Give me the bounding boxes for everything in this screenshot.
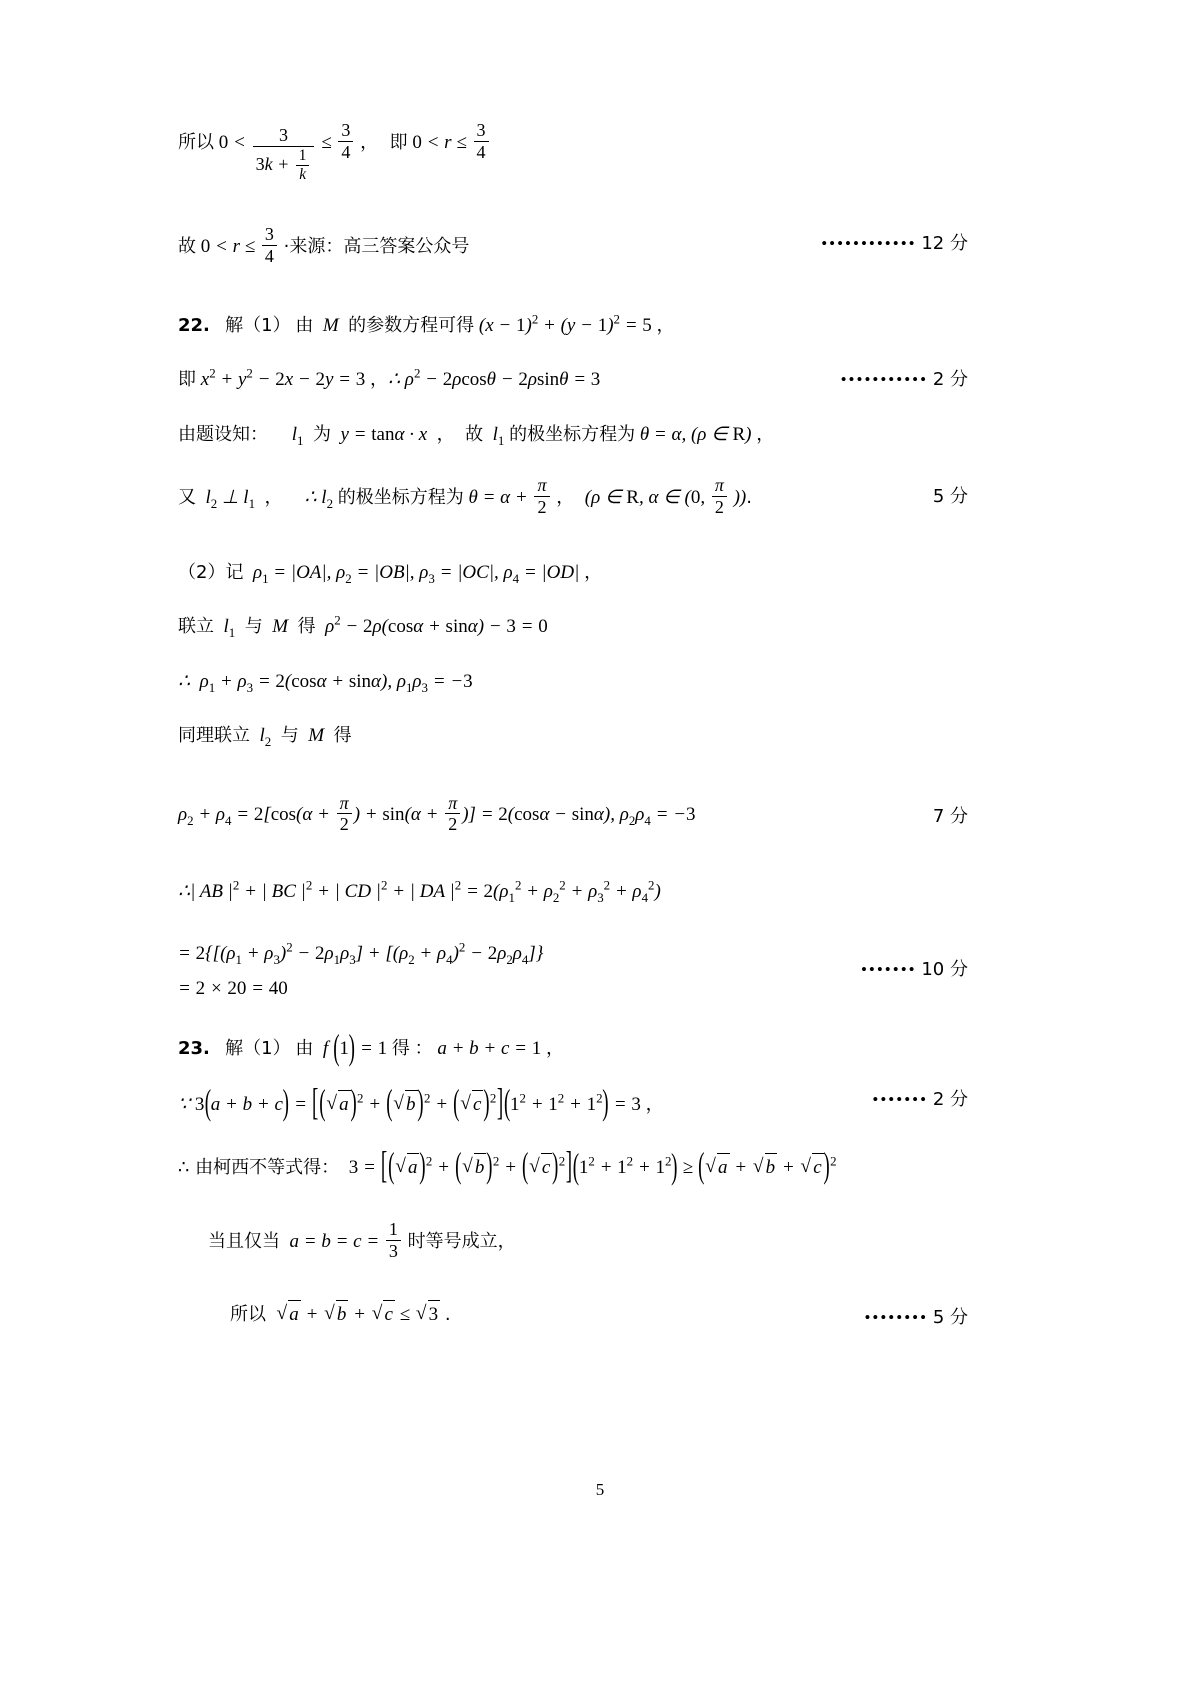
label-jie1: 解（1） [225,314,291,336]
score-text-2b: 2 分 [932,1088,968,1110]
score-mark-2b [872,1086,968,1115]
fraction-pi-over-2-b: $\frac{\pi}{2}$ [712,475,727,518]
expr-equality-case: a = b = c = $\frac{1}{3}$ [285,1231,408,1252]
score-mark-5a [933,483,968,512]
label-ji2: （2）记 [178,561,244,583]
expr-l2-polar: θ = α + $\frac{\pi}{2}$ ， (ρ ∈ R, α ∈ (0, $\frac{\pi}{2}$ )). [468,475,752,517]
expr-cauchy-ineq: 3 = [ ( √ a ) $^2$ + ( √ b ) $^2$ + ( √ c ) $^2$ ] ( $1^2 + 1^2 + 1^2$ ) ≥ ( √ a + √ b + √ c ) $^2$ [344,1157,837,1178]
question-23-line-5 [178,1300,968,1330]
leader-dots: •••••••• [864,1308,929,1328]
symbol-M-b: M [267,616,293,638]
paren-sqrt-c [453,1090,490,1120]
question-23-line-2: ∵ 3 ( a + b + c ) = [ ( √ a ) $^2$ + ( √ b ) $^2$ + ( √ c ) $^2$ ] ( $1^2 + 1^2 + 1^2$ ) = 3 ， ••••••• 2 分 [178,1090,968,1120]
label-suoyi-2: 所以 [230,1304,266,1326]
symbol-l1-b: $l_1$ [487,423,505,448]
expr-result-40: = 2 × 20 = 40 [178,977,288,999]
paren-1: ( 1 ) [333,1035,355,1064]
sqrt-b-2: √ b [462,1153,486,1183]
label-de-2: 得 [333,725,352,747]
fraction-1-over-k: $\frac{1}{k}$ [296,147,310,184]
question-22-line-4: 又 $l_2$ ⊥ $l_1$ ， ∴ $l_2$ 的极坐标方程为 θ = α + $\frac{\pi}{2}$ ， (ρ ∈ R, α ∈ (0, $\frac{\pi}{2}$ )). 5 分 [178,475,968,517]
question-23-line-3 [178,1153,968,1183]
question-23-line-4 [178,1219,968,1262]
sqrt-c-3: √ c [800,1153,823,1183]
paren-sqrt-c-2 [522,1153,559,1183]
label-canshu: 的参数方程可得 [348,314,475,336]
label-lianli: 联立 [178,616,214,638]
question-22-line-5: （2）记 $\rho_1 = |OA|$, $\rho_2 = |OB|$, $\rho_3 = |OC|$, $\rho_4 = |OD|$ ， [178,561,603,586]
fraction-1-over-3: $\frac{1}{3}$ [386,1219,401,1262]
label-ji: 即 [178,369,196,391]
fraction-3-over-4-c: $\frac{3}{4}$ [262,224,277,267]
sqrt-a: √ a [326,1090,350,1120]
label-tongli: 同理联立 [178,725,250,747]
sqrt-a-2: √ a [395,1153,419,1183]
symbol-l1: $l_1$ [272,423,304,448]
paren-sum-sqrt: ( √ a + √ b + √ c ) [698,1153,830,1183]
sqrt-c-4: √ c [372,1300,395,1330]
leader-dots: ••••••• [860,960,917,980]
question-22-line-3: 由题设知： $l_1$ 为 y = tanα · x ， 故 $l_1$ 的极坐标方程为 θ = α, (ρ ∈ R) ， [178,423,775,448]
score-text-7: 7 分 [932,805,968,827]
sqrt-c: √ c [460,1090,483,1120]
label-jizuobiao: 的极坐标方程为 [509,423,636,445]
question-22-line-10 [178,878,968,907]
question-23-line-1: 23. 解（1） 由 f ( 1 ) = 1 得 ： a + b + c = 1 ， [178,1035,968,1064]
label-shidenghao: 时等号成立， [407,1230,516,1252]
expr-expand: = $2\{[(\rho_1 + \rho_3)^2 - 2\rho_1\rho_3] + [(\rho_2 + \rho_4)^2 - 2\rho_2\rho_4]\}$ [178,940,544,968]
symbol-l1-c: $l_1$ [218,616,236,640]
fraction-pi-over-2-d: $\frac{\pi}{2}$ [445,793,460,836]
label-you-b: 由 [295,1038,314,1060]
paren-sqrt-b [386,1090,424,1120]
question-number-23: 23. [178,1038,210,1060]
sqrt-a-3: √ a [705,1153,729,1183]
score-mark-2a [841,366,968,395]
label-de: 得 [297,616,316,638]
question-22-line-8 [178,722,968,751]
expr-l1-polar: θ = α, (ρ ∈ R) [639,423,757,445]
fraction-3-over-4: $\frac{3}{4}$ [338,120,353,163]
sqrt-b: √ b [393,1090,417,1120]
label-de-3: 得 [391,1038,410,1060]
fraction-pi-over-2-c: $\frac{\pi}{2}$ [337,793,352,836]
sqrt-b-4: √ b [324,1300,348,1330]
expr-final: √ a + √ b + √ c ≤ √ 3 . [271,1304,451,1325]
document-body [178,120,968,1356]
question-22-line-1: 22. 解（1） 由 M 的参数方程可得 $(x - 1)^2 + (y - 1)^2 = 5$ ， [178,311,675,336]
score-mark-5b [864,1304,968,1333]
label-guwei: 故 [465,423,484,445]
score-mark-7 [933,803,968,832]
score-mark-12 [821,230,968,259]
label-wei: 为 [312,423,331,445]
symbol-M: M [318,314,344,336]
leader-dots: ••••••• [872,1089,929,1109]
question-number-22: 22. [178,314,210,336]
expr-polar-convert: $x^2 + y^2 - 2x - 2y = 3$ ，∴ $\rho^2 - 2\rho\cos\theta - 2\rho\sin\theta = 3$ [200,365,601,391]
expr-abc-1: a + b + c = 1 [437,1038,542,1060]
label-kexi: ∴ 由柯西不等式得： [178,1157,340,1179]
label-gu: 故 [178,236,196,258]
expr-l1-cartesian: y = tanα · x [335,423,432,445]
question-22-line-6 [178,613,968,642]
sqrt-3: √ 3 [416,1300,440,1330]
math-line-2 [178,224,968,267]
expr-quadratic-1: $\rho^2 - 2\rho(\cos\alpha + \sin\alpha) - 3 = 0$ [320,612,548,638]
question-22-line-9 [178,793,968,836]
fraction-3-over-3k-plus-1-over-k: 3 3k + $\frac{1}{k}$ [253,125,315,184]
leader-dots: •••••••••••• [821,234,917,254]
expr-circle-eq: $(x - 1)^2 + (y - 1)^2 = 5$ [478,311,652,336]
score-text-10: 10 分 [921,959,968,981]
label-suoyi: 所以 [178,131,214,153]
bracket-squares: [ ( √ a ) $^2$ + ( √ b ) $^2$ + ( √ c ) $^2$ ] [312,1090,504,1120]
paren-sqrt-b-2 [455,1153,493,1183]
score-text-2a: 2 分 [932,369,968,391]
paren-sqrt-a-2 [388,1153,426,1183]
sqrt-a-4: √ a [277,1300,301,1330]
question-22-line-12 [178,975,968,1004]
expr-2: 0 < r ≤ $\frac{3}{4}$ [201,236,284,257]
source-note: ·来源：高三答案公众号 [283,236,470,258]
symbol-l2-b: $l_2$ [254,725,272,749]
score-text-12: 12 分 [921,233,968,255]
paren-ones: ( $1^2 + 1^2 + 1^2$ ) [504,1091,609,1120]
question-22-line-11 [178,940,968,981]
fraction-pi-over-2: $\frac{\pi}{2}$ [534,475,549,518]
expr-perp: $l_2$ ⊥ $l_1$ [200,486,256,511]
sqrt-b-3: √ b [753,1153,777,1183]
paren-abc: ( a + b + c ) [204,1091,289,1120]
question-22-line-7 [178,668,968,697]
label-yu-2: 与 [280,725,299,747]
leader-dots: ••••••••••• [840,370,929,390]
symbol-M-c: M [303,725,329,747]
label-you2: 又 [178,486,196,508]
label-you: 由 [295,314,314,336]
expr-sum-squares: ∴| AB $|^2$ + | BC $|^2$ + | CD $|^2$ + | DA $|^2 = 2(\rho_1^2 + \rho_2^2 + \rho_3^2 + \rho_4^2)$ [178,877,661,905]
math-line-1 [178,120,968,184]
expr-f1: f ( 1 ) = 1 [318,1038,392,1059]
label-youtishezhi: 由题设知： [178,423,268,445]
expr-sum-product-2: $\rho_2 + \rho_4 = 2[\cos(\alpha$ + $\frac{\pi}{2}$ ) + sin(α + $\frac{\pi}{2}$ )] = 2(cosα − sinα), $\rho_2\rho_4 = -3$ [178,792,696,835]
sqrt-c-2: √ c [529,1153,552,1183]
question-22-line-2 [178,366,968,395]
expr-rho-defs: $\rho_1 = |OA|$, $\rho_2 = |OB|$, $\rho_3 = |OC|$, $\rho_4 = |OD|$ [248,561,585,586]
score-text-5b: 5 分 [932,1307,968,1329]
bracket-squares-2: [ ( √ a ) $^2$ + ( √ b ) $^2$ + ( √ c ) $^2$ ] [381,1153,573,1183]
label-jizuobiao-2: 的极坐标方程为 [337,486,464,508]
label-yu: 与 [244,616,263,638]
fraction-3-over-4-b: $\frac{3}{4}$ [474,120,489,163]
expr-1: 0 < 3 3k + $\frac{1}{k}$ ≤ $\frac{3}{4}$ ， 即 0 < r ≤ $\frac{3}{4}$ [219,132,491,153]
label-dangjin: 当且仅当 [208,1230,280,1252]
symbol-therefore: ∴ $l_2$ [304,486,334,511]
label-jie1-b: 解（1） [225,1038,291,1060]
page-number: 5 [595,1480,605,1499]
expr-sum-product-1: ∴ $\rho_1 + \rho_3 = 2(\cos\alpha + \sin\alpha)$, $\rho_1\rho_3 = -3$ [178,670,473,695]
score-text-5a: 5 分 [932,486,968,508]
expr-cauchy-setup: ∵ 3 ( a + b + c ) = [ ( √ a ) $^2$ + ( √ b ) $^2$ + ( √ c ) $^2$ ] ( $1^2 + 1^2 + 1^2$ ) = 3 [178,1094,646,1115]
paren-ones-2: ( $1^2 + 1^2 + 1^2$ ) [572,1154,677,1183]
paren-sqrt-a [319,1090,357,1120]
